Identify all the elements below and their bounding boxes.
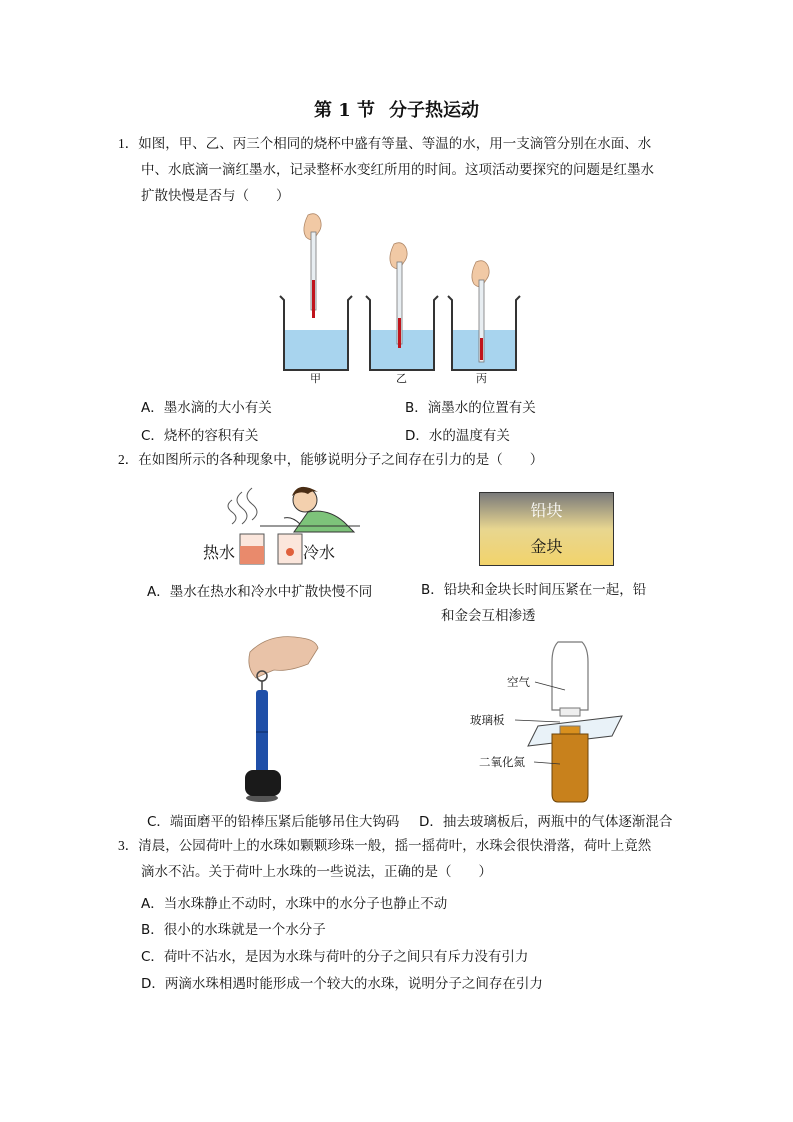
q1-number: 1． <box>118 136 139 151</box>
section-number: 第 1 节 <box>313 100 376 121</box>
nitrogen-dioxide-label: 二氧化氮 <box>479 755 525 769</box>
q2-option-b-line-1: B．铅块和金块长时间压紧在一起，铅 <box>421 582 647 598</box>
q3-option-a: A．当水珠静止不动时，水珠中的水分子也静止不动 <box>141 896 448 912</box>
q2-stem: 在如图所示的各种现象中，能够说明分子之间存在引力的是（ ） <box>138 452 544 468</box>
q2-option-b-line-2: 和金会互相渗透 <box>441 608 536 624</box>
q3-option-c: C．荷叶不沾水，是因为水珠与荷叶的分子之间只有斥力没有引力 <box>141 949 529 965</box>
q1-option-d: D．水的温度有关 <box>405 428 510 444</box>
section-name: 分子热运动 <box>389 100 480 121</box>
q1-option-c: C．烧杯的容积有关 <box>141 428 259 444</box>
q2-number: 2． <box>118 452 139 467</box>
q3-line-1 <box>118 836 651 856</box>
gold-block-label: 金块 <box>530 537 563 556</box>
q1-option-a: A．墨水滴的大小有关 <box>141 400 272 416</box>
q1-stem-1: 如图，甲、乙、丙三个相同的烧杯中盛有等量、等温的水，用一支滴管分别在水面、水 <box>138 136 652 152</box>
q3-option-b: B．很小的水珠就是一个水分子 <box>141 922 326 938</box>
q3-line-2: 滴水不沾。关于荷叶上水珠的一些说法，正确的是（ ） <box>141 864 492 880</box>
q3-option-d: D．两滴水珠相遇时能形成一个较大的水珠，说明分子之间存在引力 <box>141 976 543 992</box>
beaker-label-yi: 乙 <box>396 372 407 385</box>
q1-line-2: 中、水底滴一滴红墨水，记录整杯水变红所用的时间。这项活动要探究的问题是红墨水 <box>141 162 654 178</box>
q1-line-3: 扩散快慢是否与（ ） <box>141 188 290 204</box>
hot-water-label: 热水 <box>203 543 236 562</box>
air-label: 空气 <box>507 675 530 689</box>
q2-option-a: A．墨水在热水和冷水中扩散快慢不同 <box>147 584 373 600</box>
beaker-label-bing: 丙 <box>476 372 487 385</box>
q3-number: 3． <box>118 838 139 853</box>
cold-water-label: 冷水 <box>303 543 336 562</box>
beaker-label-jia: 甲 <box>310 372 321 385</box>
q1-option-b: B．滴墨水的位置有关 <box>405 400 536 416</box>
glass-plate-label: 玻璃板 <box>470 713 505 727</box>
q2-option-d: D．抽去玻璃板后，两瓶中的气体逐渐混合 <box>419 814 673 830</box>
q3-stem-1: 清晨，公园荷叶上的水珠如颗颗珍珠一般，摇一摇荷叶，水珠会很快滑落，荷叶上竟然 <box>138 838 652 854</box>
lead-block-label: 铅块 <box>530 501 563 520</box>
q2-option-c: C．端面磨平的铅棒压紧后能够吊住大钩码 <box>147 814 400 830</box>
